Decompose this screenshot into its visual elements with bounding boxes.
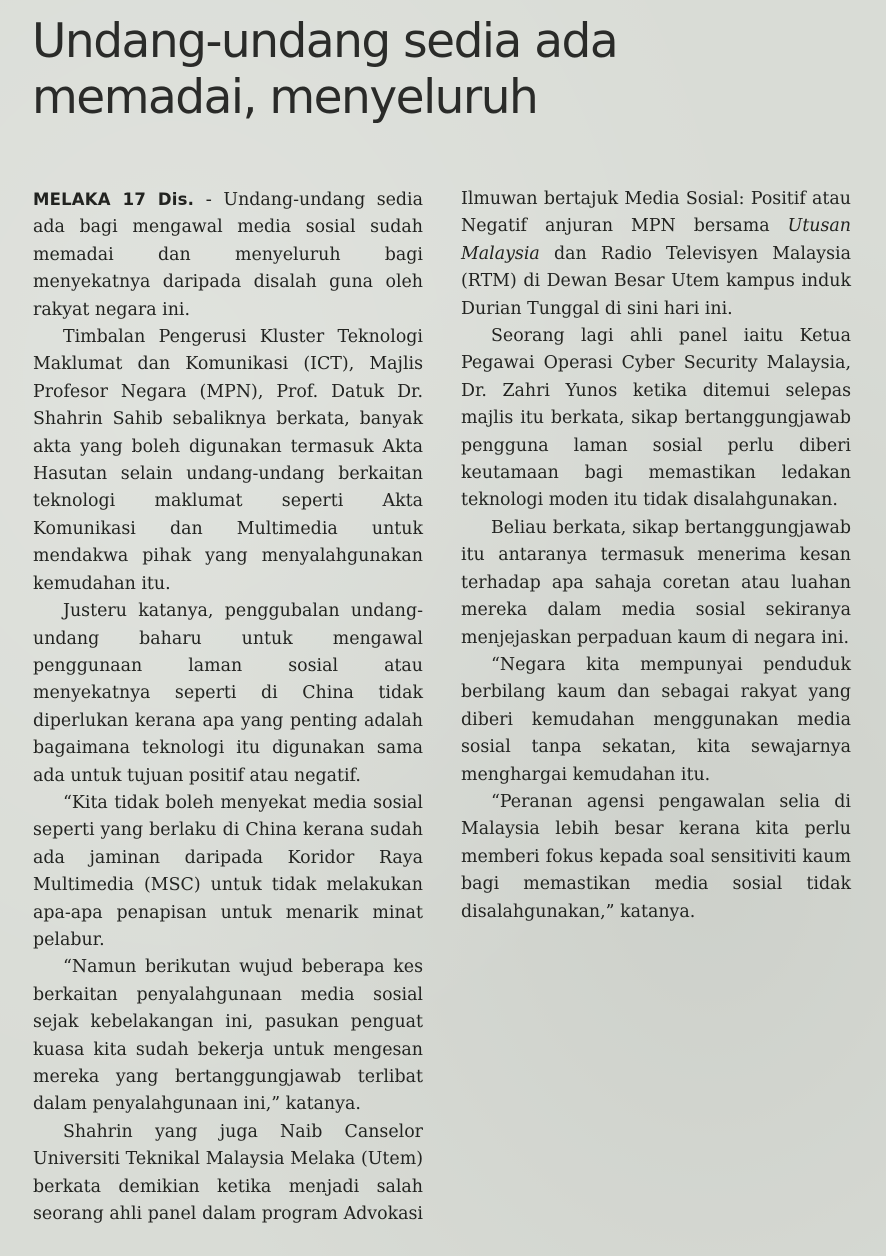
paragraph-text: dan Radio Televisyen Malaysia (RTM) di Dewan Besar Utem kampus induk Durian Tunggal di sini hari ini. [461,243,851,319]
paragraph: “Namun berikutan wujud beberapa kes berkaitan penyalahgunaan media sosial sejak kebelakangan ini, pasukan penguat kuasa kita sudah bekerja untuk mengesan mereka yang bertanggungjawab terlibat dalam penyalahgunaan ini,” katanya. [33,957,423,1115]
article-body [33,186,851,1250]
headline: Undang-undang sedia ada memadai, menyeluruh [32,14,618,125]
newspaper-name: Utusan Malaysia [461,216,851,264]
paragraph-text: Undang-undang sedia ada bagi mengawal media sosial sudah memadai dan menyeluruh bagi menyekatnya daripada disalah guna oleh rakyat negara ini. [33,190,423,320]
lead-paragraph [33,186,423,324]
paragraph: “Negara kita mempunyai penduduk berbilang kaum dan sebagai rakyat yang diberi kemudahan menggunakan media sosial tanpa sekatan, kita sewajarnya menghargai kemudahan itu. [461,654,851,785]
paragraph: Justeru katanya, penggubalan undang-undang baharu untuk mengawal penggunaan laman sosial atau menyekatnya seperti di China tidak diperlukan kerana apa yang penting adalah bagaimana teknologi itu digunakan sama ada untuk tujuan positif atau negatif. [33,601,423,786]
paragraph-text: Shahrin yang juga Naib Canselor Universiti Teknikal Malaysia Melaka (Utem) berkata demikian ketika menjadi salah seorang ahli panel dalam program Advokasi Ilmuwan bertajuk Media Sosial: Positif atau Negatif anjuran MPN bersama [33,189,851,1225]
dateline-separator: - [194,190,224,210]
paragraph: “Peranan agensi pengawalan selia di Malaysia lebih besar kerana kita perlu memberi fokus kepada soal sensitiviti kaum bagi memastikan media sosial tidak disalahgunakan,” katanya. [461,791,851,922]
paragraph: Seorang lagi ahli panel iaitu Ketua Pegawai Operasi Cyber Security Malaysia, Dr. Zahri Yunos ketika ditemui selepas majlis itu berkata, sikap bertanggungjawab pengguna laman sosial perlu diberi keutamaan bagi memastikan ledakan teknologi moden itu tidak disalahgunakan. [461,326,851,511]
paragraph: Timbalan Pengerusi Kluster Teknologi Maklumat dan Komunikasi (ICT), Majlis Profesor Negara (MPN), Prof. Datuk Dr. Shahrin Sahib sebaliknya berkata, banyak akta yang boleh digunakan termasuk Akta Hasutan selain undang-undang berkaitan teknologi maklumat seperti Akta Komunikasi dan Multimedia untuk mendakwa pihak yang menyalahgunakan kemudahan itu. [33,327,423,594]
paragraph: Beliau berkata, sikap bertanggungjawab itu antaranya termasuk menerima kesan terhadap apa sahaja coretan atau luahan mereka dalam media sosial sekiranya menjejaskan perpaduan kaum di negara ini. [461,517,851,648]
dateline: MELAKA 17 Dis. [33,190,195,209]
paragraph: “Kita tidak boleh menyekat media sosial seperti yang berlaku di China kerana sudah ada jaminan daripada Koridor Raya Multimedia (MSC) untuk tidak melakukan apa-apa penapisan untuk menarik minat pelabur. [33,792,423,950]
